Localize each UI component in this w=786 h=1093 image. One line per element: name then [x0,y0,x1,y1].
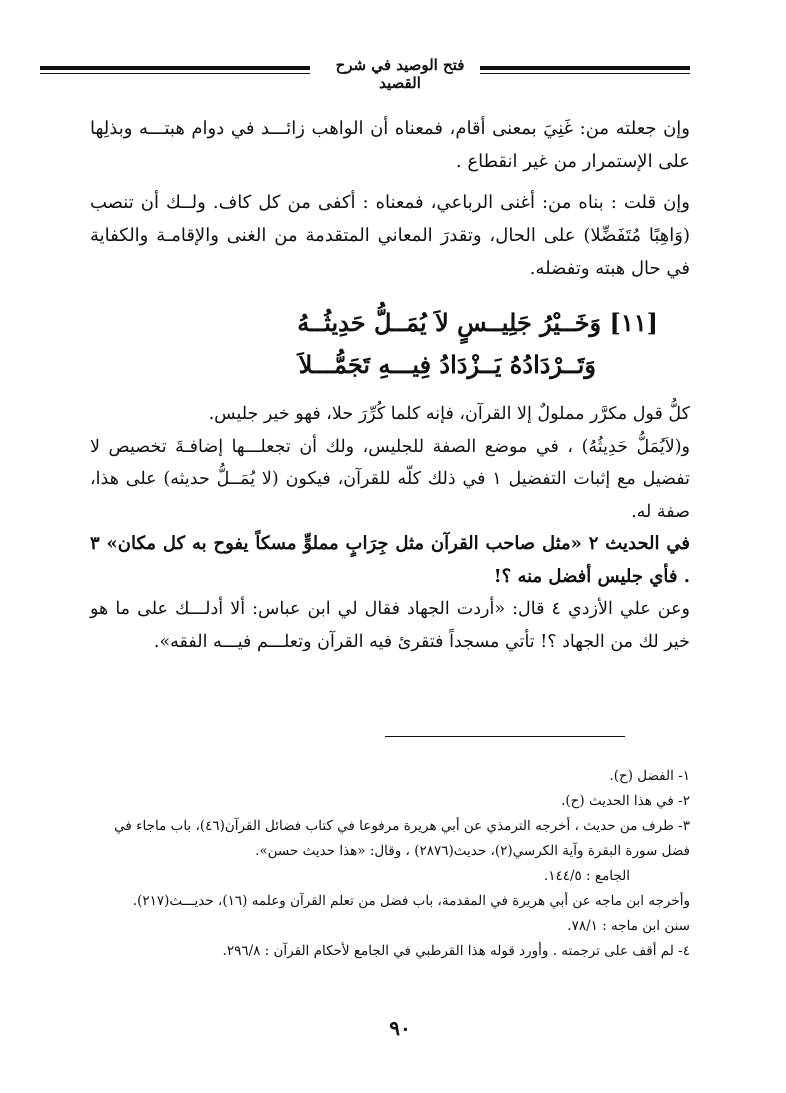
verse-line-1: وَخَــيْرُ جَلِيــسٍ لاَ يُمَــلُّ حَدِيثُــهُ [297,308,602,337]
commentary-2: و(لاَيُمَلُّ حَدِيثُهُ) ، في موضع الصفة للجليس، ولك أن تجعلـــها إضافـةَ تخصيص لا تفضيل مع إثبات التفضيل ١ في ذلك كلّه للقرآن، فيكون (لا يُمَــلُّ حديثه) على هذا، صفة له. [90,436,690,522]
verse-line-2-wrap [299,350,596,379]
footnote-1: ١- الفضل (ح). [609,768,690,784]
running-header [110,52,690,92]
footnote-3-extra-source: سنن ابن ماجه : ٧٨/١. [567,918,690,934]
paragraph-2: وإن قلت : بناه من: أغنى الرباعي، فمعناه : أكفى من كل كاف. ولــك أن تنصب (وَاهِبًا مُتَفَضِّلا) على الحال، وتقدرَ المعاني المتقدمة من الغنى والإقامـة والكفاية في حال هبته وتفضله. [90,192,690,279]
footnote-3-source: الجامع : ١٤٤/٥. [543,868,630,884]
commentary-1: كلُّ قول مكرَّر مملولٌ إلا القرآن، فإنه كلما كُرِّرَ حلا، فهو خير جليس. [208,404,690,424]
intro-paragraphs [90,112,690,285]
footnote-3: ٣- طرف من حديث ، أخرجه الترمذي عن أبي هريرة مرفوعا في كتاب فضائل القرآن(٤٦)، باب ماجاء في فضل سورة البقرة وآية الكرسي(٢)، حديث(٢٨٧٦) ، وقال: «هذا حديث حسن». [114,818,690,859]
header-rule-right [480,66,690,76]
commentary [90,398,690,658]
header-rule-left [40,66,310,76]
footnote-separator [385,736,625,737]
verse-line-2: وَتَــرْدَادُهُ يَــزْدَادُ فِيـــهِ تَجَمُّـــلاَ [298,350,596,379]
commentary-3: في الحديث ٢ «مثل صاحب القرآن مثل جِرَابٍ مملوٍّ مسكاً يفوح به كل مكان» ٣ . فأي جليس أفضل منه ؟! [90,533,690,587]
verse-number: [١١] [609,308,658,337]
paragraph-1: وإن جعلته من: غَنِيَ بمعنى أقام، فمعناه أن الواهب زائـــد في دوام هبتـــه وبذلِها على الإستمرار من غير انقطاع . [90,118,690,172]
header-title: فتح الوصيد في شرح القصيد [335,56,465,92]
footnote-3-extra: وأخرجه ابن ماجه عن أبي هريرة في المقدمة، باب فضل من تعلم القرآن وعلمه (١٦)، حديـــث(٢١٧). [132,893,690,909]
verse-line-1-wrap [297,308,658,337]
footnote-4: ٤- لم أقف على ترجمته . وأورد قوله هذا القرطبي في الجامع لأحكام القرآن : ٢٩٦/٨. [222,943,690,959]
footnotes [90,764,690,964]
commentary-4: وعن علي الأزدي ٤ قال: «أردت الجهاد فقال لي ابن عباس: ألا أدلـــك على ما هو خير لك من الجهاد ؟! تأتي مسجداً فتقرئ فيه القرآن وتعلـــم فيـــه الفقه». [90,599,690,652]
footnote-2: ٢- في هذا الحديث (ح). [561,793,690,809]
page-number: ٩٠ [389,1016,411,1040]
